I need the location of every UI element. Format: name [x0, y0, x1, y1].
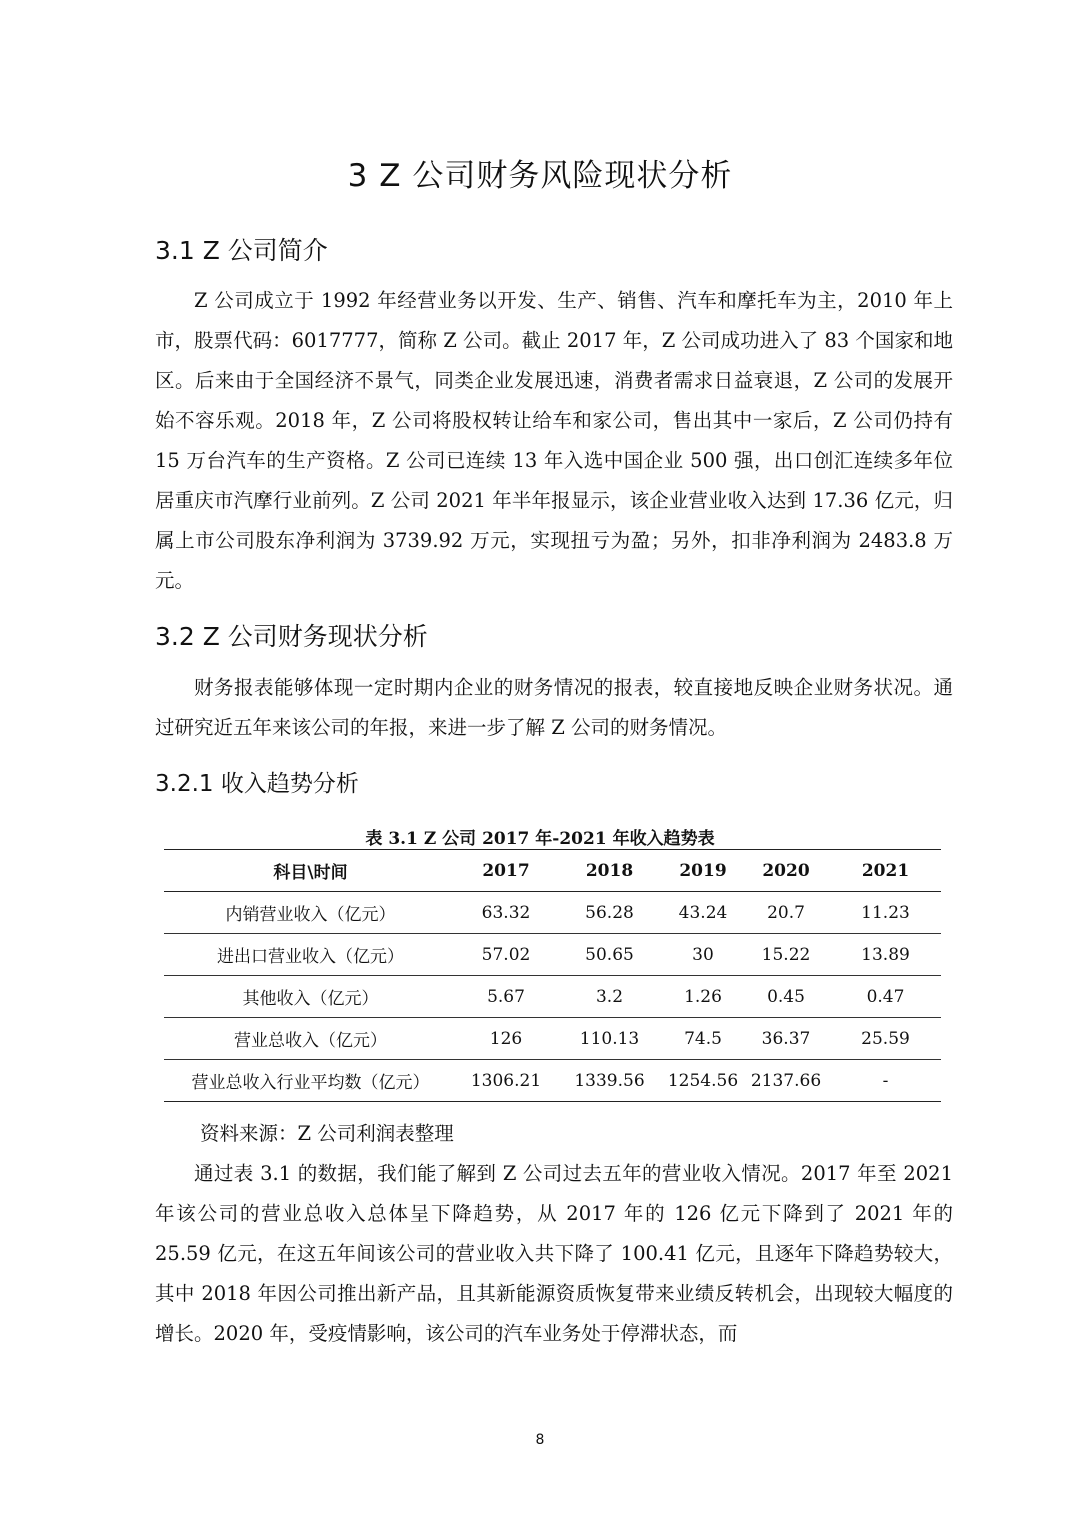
table-row	[164, 1018, 941, 1060]
table-cell: 其他收入（亿元）	[164, 976, 457, 1018]
table-cell: 进出口营业收入（亿元）	[164, 934, 457, 976]
table-cell: 5.67	[457, 976, 555, 1018]
table-source-note: 资料来源：Z 公司利润表整理	[200, 1122, 454, 1145]
table-cell: 0.47	[830, 976, 941, 1018]
table-cell: -	[830, 1060, 941, 1102]
table-row	[164, 892, 941, 934]
chapter-title: 3 Z 公司财务风险现状分析	[347, 158, 733, 194]
table-cell: 43.24	[664, 892, 742, 934]
section-3-1-paragraph: Z 公司成立于 1992 年经营业务以开发、生产、销售、汽车和摩托车为主，2010 年上市，股票代码：6017777，简称 Z 公司。截止 2017 年，Z 公司成功进入了 83 个国家和地区。后来由于全国经济不景气，同类企业发展迅速，消费者需求日益衰退，Z 公司的发展开始不容乐观。2018 年，Z 公司将股权转让给车和家公司，售出其中一家后，Z 公司仍持有 15 万台汽车的生产资格。Z 公司已连续 13 年入选中国企业 500 强，出口创汇连续多年位居重庆市汽摩行业前列。Z 公司 2021 年半年报显示，该企业营业收入达到 17.36 亿元，归属上市公司股东净利润为 3739.92 万元，实现扭亏为盈；另外，扣非净利润为 2483.8 万元。	[155, 289, 953, 592]
table-cell: 1339.56	[555, 1060, 664, 1102]
table-cell: 3.2	[555, 976, 664, 1018]
section-3-1-heading: 3.1 Z 公司简介	[155, 236, 328, 265]
table-row	[164, 976, 941, 1018]
table-cell: 63.32	[457, 892, 555, 934]
section-3-2-1-heading: 3.2.1 收入趋势分析	[155, 771, 359, 797]
header-cell: 2017	[457, 850, 555, 892]
table-cell: 74.5	[664, 1018, 742, 1060]
income-trend-table	[164, 849, 941, 1102]
table-cell: 50.65	[555, 934, 664, 976]
table-cell: 110.13	[555, 1018, 664, 1060]
section-3-2-paragraph: 财务报表能够体现一定时期内企业的财务情况的报表，较直接地反映企业财务状况。通过研究近五年来该公司的年报，来进一步了解 Z 公司的财务情况。	[155, 676, 953, 739]
table-cell: 11.23	[830, 892, 941, 934]
table-cell: 36.37	[742, 1018, 830, 1060]
table-cell: 56.28	[555, 892, 664, 934]
header-cell: 2020	[742, 850, 830, 892]
table-cell: 25.59	[830, 1018, 941, 1060]
table-cell: 57.02	[457, 934, 555, 976]
table-cell: 1254.56	[664, 1060, 742, 1102]
table-cell: 营业总收入行业平均数（亿元）	[164, 1060, 457, 1102]
table-cell: 126	[457, 1018, 555, 1060]
page-number: 8	[535, 1432, 545, 1448]
header-cell: 2019	[664, 850, 742, 892]
table-row	[164, 934, 941, 976]
table-row	[164, 1060, 941, 1102]
table-cell: 20.7	[742, 892, 830, 934]
header-cell: 科目\时间	[164, 850, 457, 892]
table-cell: 15.22	[742, 934, 830, 976]
table-cell: 营业总收入（亿元）	[164, 1018, 457, 1060]
table-cell: 内销营业收入（亿元）	[164, 892, 457, 934]
section-3-2-heading: 3.2 Z 公司财务现状分析	[155, 622, 428, 651]
table-cell: 1306.21	[457, 1060, 555, 1102]
table-cell: 2137.66	[742, 1060, 830, 1102]
section-3-2-1-paragraph: 通过表 3.1 的数据，我们能了解到 Z 公司过去五年的营业收入情况。2017 年至 2021 年该公司的营业总收入总体呈下降趋势，从 2017 年的 126 亿元下降到了 2021 年的 25.59 亿元，在这五年间该公司的营业收入共下降了 100.41 亿元，且逐年下降趋势较大，其中 2018 年因公司推出新产品，且其新能源资质恢复带来业绩反转机会，出现较大幅度的增长。2020 年，受疫情影响，该公司的汽车业务处于停滞状态，而	[155, 1162, 953, 1345]
header-cell: 2018	[555, 850, 664, 892]
header-cell: 2021	[830, 850, 941, 892]
table-cell: 13.89	[830, 934, 941, 976]
table-cell: 1.26	[664, 976, 742, 1018]
table-header-row	[164, 850, 941, 892]
table-caption: 表 3.1 Z 公司 2017 年-2021 年收入趋势表	[365, 829, 715, 849]
table-cell: 0.45	[742, 976, 830, 1018]
table-cell: 30	[664, 934, 742, 976]
